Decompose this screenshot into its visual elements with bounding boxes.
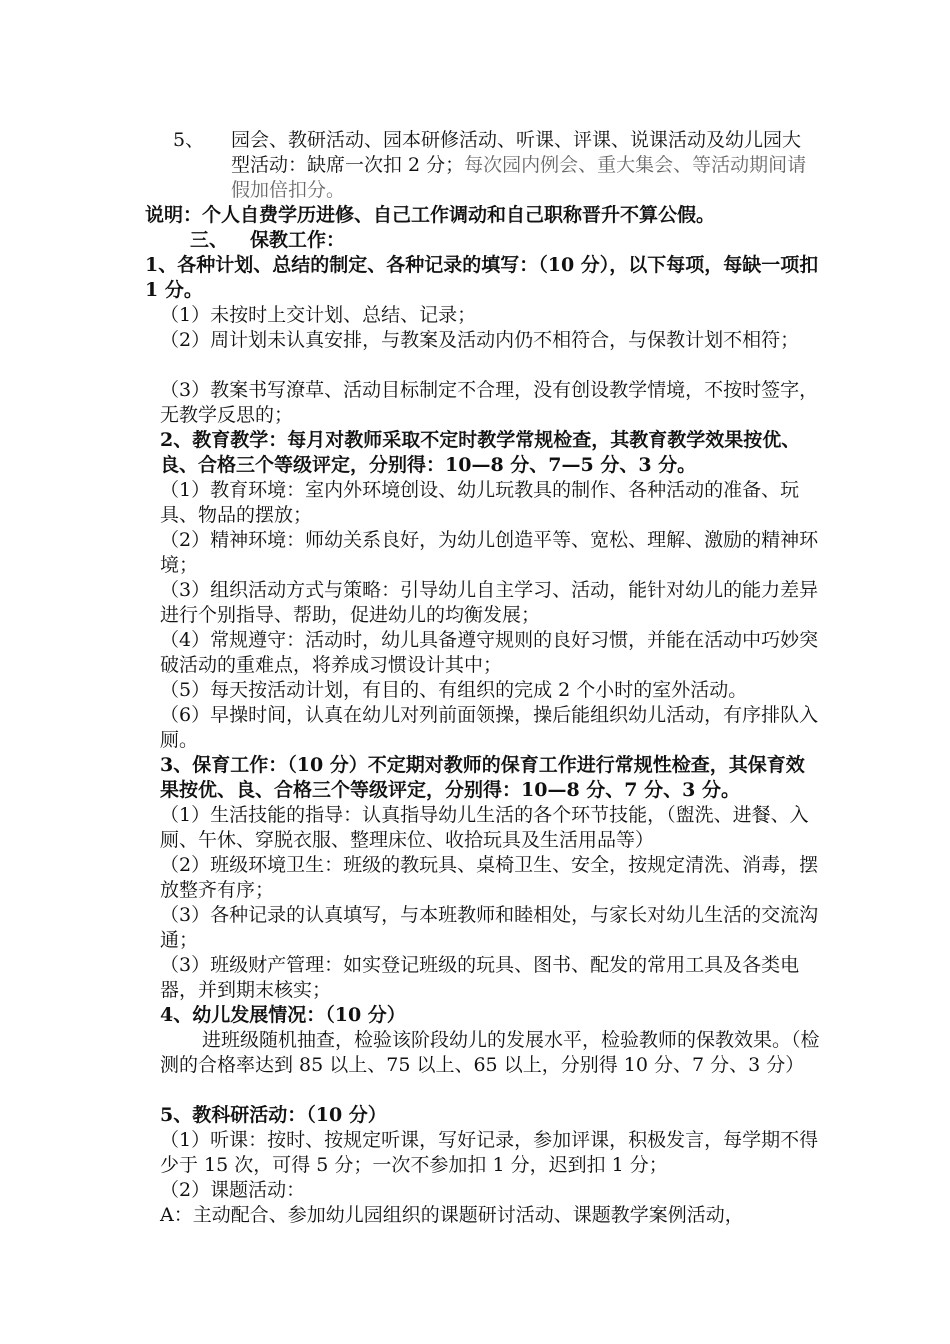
s1-item-2: （2）周计划未认真安排，与教案及活动内仍不相符合，与保教计划不相符；	[160, 329, 800, 351]
s4-heading: 4、幼儿发展情况：（10 分）	[160, 1004, 406, 1026]
s2-heading: 2、教育教学：每月对教师采取不定时教学常规检查，其教育教学效果按优、良、合格三个等级评定，分别得：10—8 分、7—5 分、3 分。	[160, 429, 801, 476]
s3-item-3: （3）各种记录的认真填写，与本班教师和睦相处，与家长对幼儿生活的交流沟通；	[160, 904, 819, 951]
item-5-text-gray: 每次园内例会、重大集会、等活动期间请假加倍扣分。	[231, 154, 807, 201]
s2-item-5: （5）每天按活动计划，有目的、有组织的完成 2 个小时的室外活动。	[160, 679, 748, 701]
s5-heading: 5、教科研活动：（10 分）	[160, 1104, 387, 1126]
item-number: 5、	[173, 129, 205, 151]
note-paragraph: 说明：个人自费学历进修、自己工作调动和自己职称晋升不算公假。	[145, 204, 716, 226]
s2-item-6: （6）早操时间，认真在幼儿对列前面领操，操后能组织幼儿活动，有序排队入厕。	[160, 704, 819, 751]
s1-item-1: （1）未按时上交计划、总结、记录；	[160, 304, 477, 326]
s1-heading: 1、各种计划、总结的制定、各种记录的填写：（10 分），以下每项，每缺一项扣 1 分。	[145, 254, 819, 301]
s3-item-4: （3）班级财产管理：如实登记班级的玩具、图书、配发的常用工具及各类电器，并到期末核实；	[160, 954, 800, 1001]
s2-item-3: （3）组织活动方式与策略：引导幼儿自主学习、活动，能针对幼儿的能力差异进行个别指导、帮助，促进幼儿的均衡发展；	[160, 579, 819, 626]
s3-heading: 3、保育工作：（10 分）不定期对教师的保育工作进行常规性检查，其保育效果按优、良、合格三个等级评定，分别得：10—8 分、7 分、3 分。	[160, 754, 805, 801]
s4-body: 进班级随机抽查，检验该阶段幼儿的发展水平，检验教师的保教效果。（检测的合格率达到 85 以上、75 以上、65 以上，分别得 10 分、7 分、3 分）	[160, 1029, 820, 1076]
section-title: 保教工作：	[250, 229, 346, 251]
s3-item-1: （1）生活技能的指导：认真指导幼儿生活的各个环节技能，（盥洗、进餐、入厕、午休、穿脱衣服、整理床位、收拾玩具及生活用品等）	[160, 804, 809, 851]
item-5-text-main: 园会、教研活动、园本研修活动、听课、评课、说课活动及幼儿园大型活动：缺席一次扣 2 分；	[231, 129, 802, 176]
s5-item-1: （1）听课：按时、按规定听课，写好记录，参加评课，积极发言，每学期不得少于 15 次，可得 5 分；一次不参加扣 1 分，迟到扣 1 分；	[160, 1129, 819, 1176]
s3-item-2: （2）班级环境卫生：班级的教玩具、桌椅卫生、安全，按规定清洗、消毒，摆放整齐有序；	[160, 854, 819, 901]
s5-item-3: A：主动配合、参加幼儿园组织的课题研讨活动、课题教学案例活动，	[160, 1204, 744, 1226]
s2-item-1: （1）教育环境：室内外环境创设、幼儿玩教具的制作、各种活动的准备、玩具、物品的摆放；	[160, 479, 800, 526]
s2-item-4: （4）常规遵守：活动时，幼儿具备遵守规则的良好习惯，并能在活动中巧妙突破活动的重难点，将养成习惯设计其中；	[160, 629, 819, 676]
s1-item-3: （3）教案书写潦草、活动目标制定不合理，没有创设教学情境，不按时签字，无教学反思的；	[160, 379, 819, 426]
section-number: 三、	[190, 229, 229, 251]
s2-item-2: （2）精神环境：师幼关系良好，为幼儿创造平等、宽松、理解、激励的精神环境；	[160, 529, 819, 576]
section-heading	[190, 228, 850, 253]
s5-item-2: （2）课题活动：	[160, 1179, 306, 1201]
item-5-text	[231, 128, 811, 203]
